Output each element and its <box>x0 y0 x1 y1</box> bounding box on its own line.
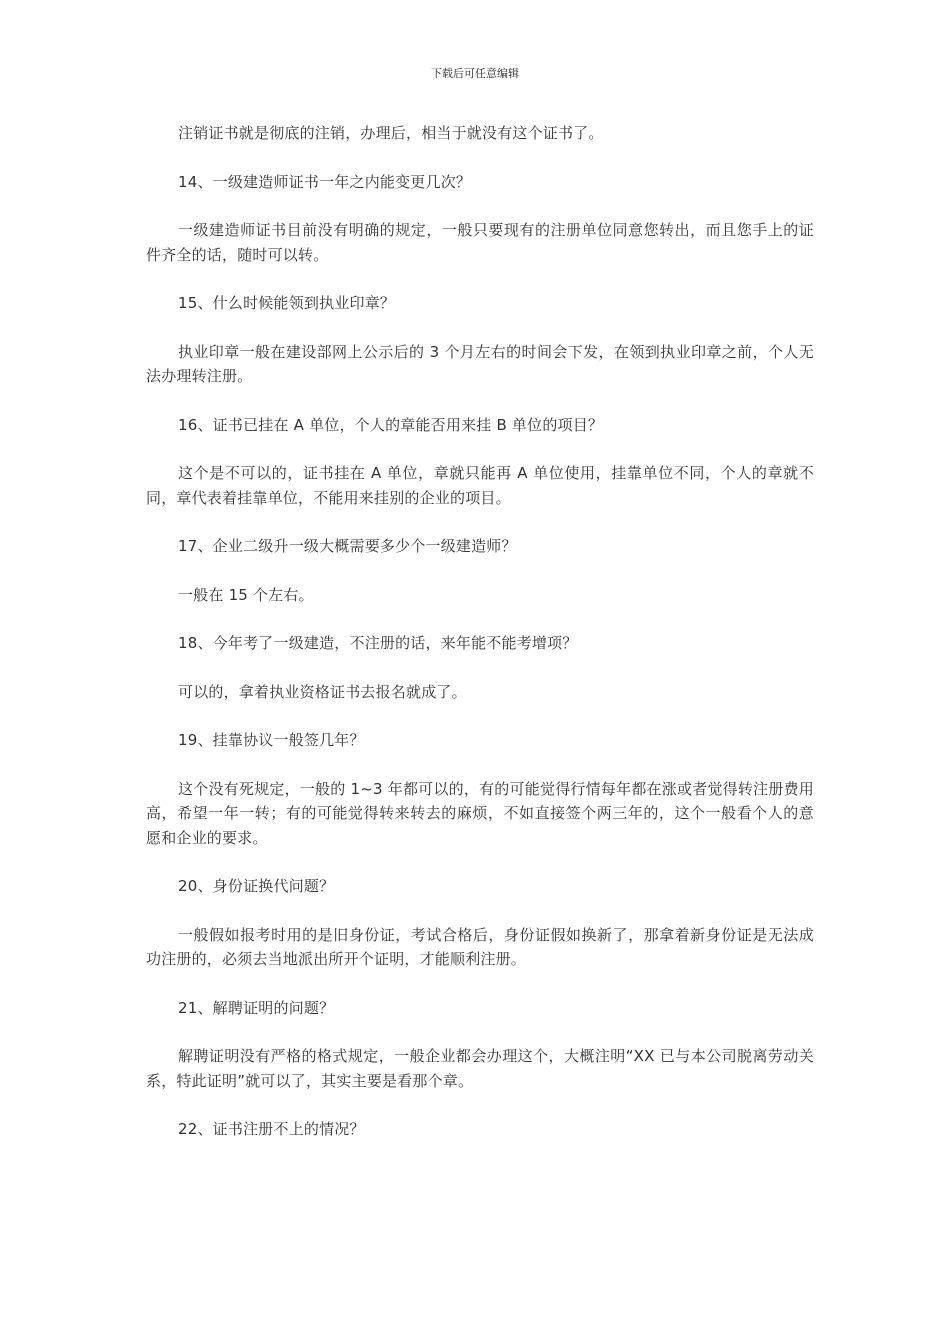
answer-paragraph: 注销证书就是彻底的注销，办理后，相当于就没有这个证书了。 <box>178 124 604 142</box>
question-heading-19: 19、挂靠协议一般签几年？ <box>178 731 365 749</box>
question-heading-22: 22、证书注册不上的情况？ <box>178 1120 365 1138</box>
question-heading-15: 15、什么时候能领到执业印章？ <box>178 294 396 312</box>
question-heading-20: 20、身份证换代问题？ <box>178 877 335 895</box>
answer-paragraph-16: 这个是不可以的，证书挂在 A 单位，章就只能再 A 单位使用，挂靠单位不同，个人的章就不同，章代表着挂靠单位，不能用来挂别的企业的项目。 <box>146 464 814 507</box>
answer-paragraph-19: 这个没有死规定，一般的 1~3 年都可以的，有的可能觉得行情每年都在涨或者觉得转注册费用高，希望一年一转；有的可能觉得转来转去的麻烦，不如直接签个两三年的，这个一般看个人的意愿和企业的要求。 <box>146 779 814 847</box>
document-body <box>146 121 814 1142</box>
question-heading-16: 16、证书已挂在 A 单位，个人的章能否用来挂 B 单位的项目？ <box>178 415 604 434</box>
page-header: 下载后可任意编辑 <box>431 67 519 80</box>
answer-paragraph-17: 一般在 15 个左右。 <box>178 585 314 604</box>
question-heading-14: 14、一级建造师证书一年之内能变更几次？ <box>178 172 472 191</box>
answer-paragraph-14: 一级建造师证书目前没有明确的规定，一般只要现有的注册单位同意您转出，而且您手上的证件齐全的话，随时可以转。 <box>146 221 814 264</box>
question-heading-21: 21、解聘证明的问题？ <box>178 998 335 1017</box>
answer-paragraph-20: 一般假如报考时用的是旧身份证，考试合格后，身份证假如换新了，那拿着新身份证是无法成功注册的，必须去当地派出所开个证明，才能顺利注册。 <box>146 925 814 968</box>
answer-paragraph-18: 可以的，拿着执业资格证书去报名就成了。 <box>178 682 467 701</box>
answer-paragraph-15: 执业印章一般在建设部网上公示后的 3 个月左右的时间会下发，在领到执业印章之前，个人无法办理转注册。 <box>146 342 814 385</box>
question-heading-17: 17、企业二级升一级大概需要多少个一级建造师？ <box>178 537 517 555</box>
answer-paragraph-21: 解聘证明没有严格的格式规定，一般企业都会办理这个，大概注明“XX 已与本公司脱离劳动关系，特此证明”就可以了，其实主要是看那个章。 <box>146 1047 814 1090</box>
question-heading-18: 18、今年考了一级建造，不注册的话，来年能不能考增项？ <box>178 634 578 652</box>
